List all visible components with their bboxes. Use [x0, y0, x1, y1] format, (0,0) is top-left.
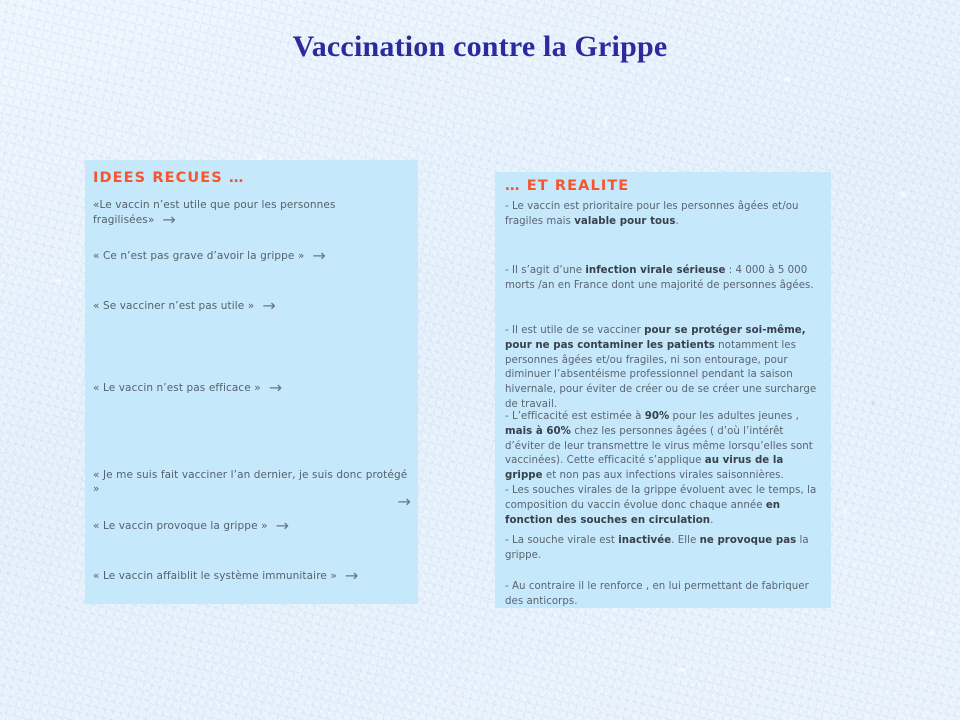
- reality-emphasis: au virus de la grippe: [505, 455, 784, 482]
- myth-item: [93, 380, 413, 396]
- myth-item: [93, 248, 413, 264]
- reality-text: - Le vaccin est prioritaire pour les personnes âgées et/ou fragiles mais: [505, 201, 799, 227]
- reality-text: .: [710, 514, 714, 526]
- reality-emphasis: mais à 60%: [505, 425, 571, 437]
- reality-emphasis: valable pour tous: [574, 215, 676, 227]
- right-arrow-icon: →: [312, 246, 326, 265]
- reality-emphasis: en fonction des souches en circulation: [505, 499, 781, 526]
- myth-item-label: «Le vaccin n’est utile que pour les personnes fragilisées»: [93, 199, 336, 227]
- myth-item-label: « Je me suis fait vacciner l’an dernier, je suis donc protégé »: [93, 469, 408, 496]
- reality-item: [505, 324, 823, 413]
- reality-text: et non pas aux infections virales saisonnières.: [542, 470, 784, 482]
- page-title: Vaccination contre la Grippe: [292, 30, 668, 63]
- myth-item-label: « Le vaccin provoque la grippe »: [93, 520, 268, 532]
- reality-text: .: [675, 215, 679, 227]
- reality-text: pour les adultes jeunes ,: [669, 411, 799, 422]
- reality-item: [505, 264, 823, 294]
- reality-text: chez les personnes âgées ( d’où l’intérêt d’éviter de leur transmettre le virus même lorsqu’elles sont vaccinées). Cette efficacité s’applique: [505, 425, 813, 467]
- reality-item: [505, 484, 823, 528]
- reality-panel-header: … ET REALITE: [505, 178, 630, 194]
- myth-item-label: « Ce n’est pas grave d’avoir la grippe »: [93, 250, 305, 262]
- myth-item: [93, 518, 413, 534]
- myth-item: [93, 198, 413, 228]
- reality-panel: [495, 172, 831, 608]
- myth-item-label: « Le vaccin n’est pas efficace »: [93, 382, 261, 394]
- reality-item: [505, 200, 823, 230]
- reality-item: [505, 534, 823, 564]
- myth-item: [93, 568, 413, 584]
- right-arrow-icon: →: [262, 296, 276, 315]
- right-arrow-icon: →: [268, 378, 283, 397]
- reality-text: - Il s’agit d’une: [505, 265, 586, 276]
- myth-item-arrow-row: [93, 494, 413, 511]
- reality-text: la grippe.: [505, 535, 809, 561]
- myth-item: [93, 298, 413, 314]
- reality-emphasis: ne provoque pas: [699, 535, 797, 546]
- reality-item: [505, 580, 823, 610]
- myths-panel: [85, 160, 418, 604]
- right-arrow-icon: →: [162, 210, 176, 230]
- myth-item: [93, 468, 413, 496]
- reality-text: - L’efficacité est estimée à: [505, 411, 645, 422]
- reality-text: - Au contraire il le renforce , en lui permettant de fabriquer des anticorps.: [505, 581, 809, 607]
- reality-emphasis: infection virale sérieuse: [585, 265, 726, 276]
- reality-text: - Les souches virales de la grippe évoluent avec le temps, la composition du vaccin évolue donc chaque année: [505, 485, 817, 511]
- right-arrow-icon: →: [397, 492, 411, 511]
- reality-item: [505, 410, 823, 484]
- reality-text: - La souche virale est: [505, 535, 619, 546]
- myth-item-label: « Se vacciner n’est pas utile »: [93, 300, 255, 312]
- reality-emphasis: inactivée: [618, 535, 672, 546]
- reality-emphasis: 90%: [644, 411, 670, 422]
- right-arrow-icon: →: [344, 566, 359, 585]
- reality-text: - Il est utile de se vacciner: [505, 325, 645, 336]
- reality-text: : 4 000 à 5 000 morts /an en France dont une majorité de personnes âgées.: [505, 265, 814, 291]
- reality-emphasis: pour se protéger soi-même, pour ne pas contaminer les patients: [505, 325, 806, 351]
- reality-text: notamment les personnes âgées et/ou fragiles, ni son entourage, pour diminuer l’absentéisme professionnel pendant la saison hivernale, pour éviter de créer ou de se créer une surcharge de travail.: [505, 339, 817, 410]
- reality-text: . Elle: [671, 535, 700, 546]
- myth-item-label: « Le vaccin affaiblit le système immunitaire »: [93, 570, 337, 582]
- right-arrow-icon: →: [275, 516, 290, 535]
- myths-panel-header: IDEES RECUES …: [93, 170, 245, 186]
